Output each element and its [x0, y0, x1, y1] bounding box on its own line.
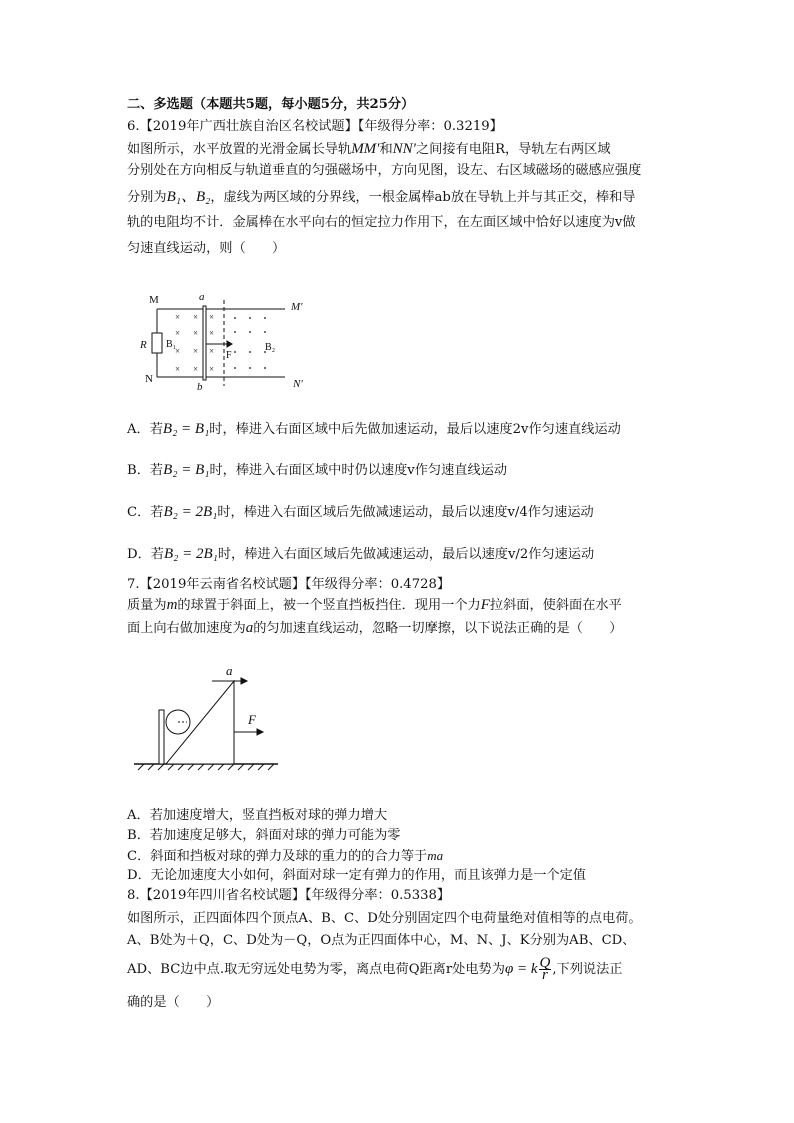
q6-option-a[interactable]: A．若B₂ = B₁时，棒进入右面区域中后先做加速运动，最后以速度2v作匀速直线运动 — [127, 421, 621, 437]
q8-line2: A、B处为＋Q，C、D处为－Q，O点为正四面体中心，M、N、J、K分别为AB、CD、 — [127, 933, 636, 948]
q6-rail-diagram — [135, 288, 335, 398]
q6-header: 6.【2019年广西壮族自治区名校试题】【年级得分率：0.3219】 — [127, 119, 503, 134]
q6-line1: 如图所示，水平放置的光滑金属长导轨MM′和NN′之间接有电阻R，导轨左右两区域 — [127, 141, 611, 157]
svg-text:×: × — [209, 346, 215, 356]
label-M: M — [149, 294, 159, 306]
q7-option-a[interactable]: A．若加速度增大，竖直挡板对球的弹力增大 — [127, 808, 388, 823]
svg-text:×: × — [193, 312, 199, 322]
wall-board — [159, 710, 164, 764]
svg-text:×: × — [193, 364, 199, 374]
label-B1: B₁ — [166, 339, 177, 350]
q6-line2: 分别处在方向相反与轨道垂直的匀强磁场中，方向见图，设左、右区域磁场的磁感应强度 — [127, 163, 642, 178]
q8-line1: 如图所示，正四面体四个顶点A、B、C、D处分别固定四个电荷量绝对值相等的点电荷。 — [127, 911, 642, 926]
q6-line5: 匀速直线运动，则（ ） — [127, 241, 286, 256]
label-M-prime: M′ — [291, 301, 303, 313]
q-over-r-fraction: $\frac{Q}{r}$ — [539, 955, 551, 983]
q6-line3: 分别为B₁、B₂，虚线为两区域的分界线，一根金属棒ab放在导轨上并与其正交，棒和导 — [127, 189, 636, 205]
q6-option-d[interactable]: D．若B₂ = 2B₁时，棒进入右面区域后先做减速运动，最后以速度v/2作匀速运动 — [127, 546, 595, 562]
svg-text:×: × — [209, 328, 215, 338]
svg-text:×: × — [175, 346, 181, 356]
q6-option-b[interactable]: B．若B₂ = B₁时，棒进入右面区域中时仍以速度v作匀速直线运动 — [127, 462, 508, 478]
potential-formula: φ = k — [504, 961, 538, 977]
svg-text:×: × — [193, 346, 199, 356]
label-b: b — [197, 381, 203, 393]
ground-hatch — [138, 764, 274, 770]
q6-option-c[interactable]: C．若B₂ = 2B₁时，棒进入右面区域后先做减速运动，最后以速度v/4作匀速运动 — [127, 504, 594, 520]
field-crosses — [175, 312, 214, 374]
label-F: F — [226, 350, 232, 361]
svg-text:×: × — [175, 312, 181, 322]
svg-text:×: × — [209, 364, 215, 374]
label-B2: B₂ — [265, 342, 276, 353]
label-N: N — [145, 373, 153, 385]
label-R: R — [140, 339, 147, 351]
label-N-prime: N′ — [293, 378, 303, 390]
label-F: F — [248, 712, 256, 727]
q7-option-d[interactable]: D．无论加速度大小如何，斜面对球一定有弹力的作用，而且该弹力是一个定值 — [127, 868, 586, 883]
svg-text:×: × — [209, 312, 215, 322]
q7-line2: 面上向右做加速度为a的匀加速直线运动，忽略一切摩擦，以下说法正确的是（ ） — [127, 620, 623, 636]
svg-text:×: × — [175, 364, 181, 374]
field-dots — [234, 317, 266, 369]
q7-option-b[interactable]: B．若加速度足够大，斜面对球的弹力可能为零 — [127, 828, 401, 843]
svg-text:×: × — [175, 328, 181, 338]
q8-line4: 确的是（ ） — [127, 995, 220, 1010]
q7-line1: 质量为m的球置于斜面上，被一个竖直挡板挡住．现用一个力F拉斜面，使斜面在水平 — [127, 597, 622, 613]
q8-header: 8.【2019年四川省名校试题】【年级得分率：0.5338】 — [127, 888, 451, 903]
label-a: a — [226, 663, 233, 678]
section-title: 二、多选题（本题共5题，每小题5分，共25分） — [127, 97, 415, 112]
q7-incline-diagram — [130, 660, 290, 775]
q7-header: 7.【2019年云南省名校试题】【年级得分率：0.4728】 — [127, 577, 451, 592]
q8-line3: AD、BC边中点.取无穷远处电势为零，离点电荷Q距离r处电势为φ = k $\frac{Q}{r}$ ,下列说法正 — [127, 955, 623, 983]
svg-text:×: × — [193, 328, 199, 338]
label-a: a — [199, 291, 205, 303]
q7-option-c[interactable]: C．斜面和挡板对球的弹力及球的重力的的合力等于ma — [127, 848, 444, 864]
q6-line4: 轨的电阻均不计．金属棒在水平向右的恒定拉力作用下，在左面区域中恰好以速度为v做 — [127, 215, 636, 230]
